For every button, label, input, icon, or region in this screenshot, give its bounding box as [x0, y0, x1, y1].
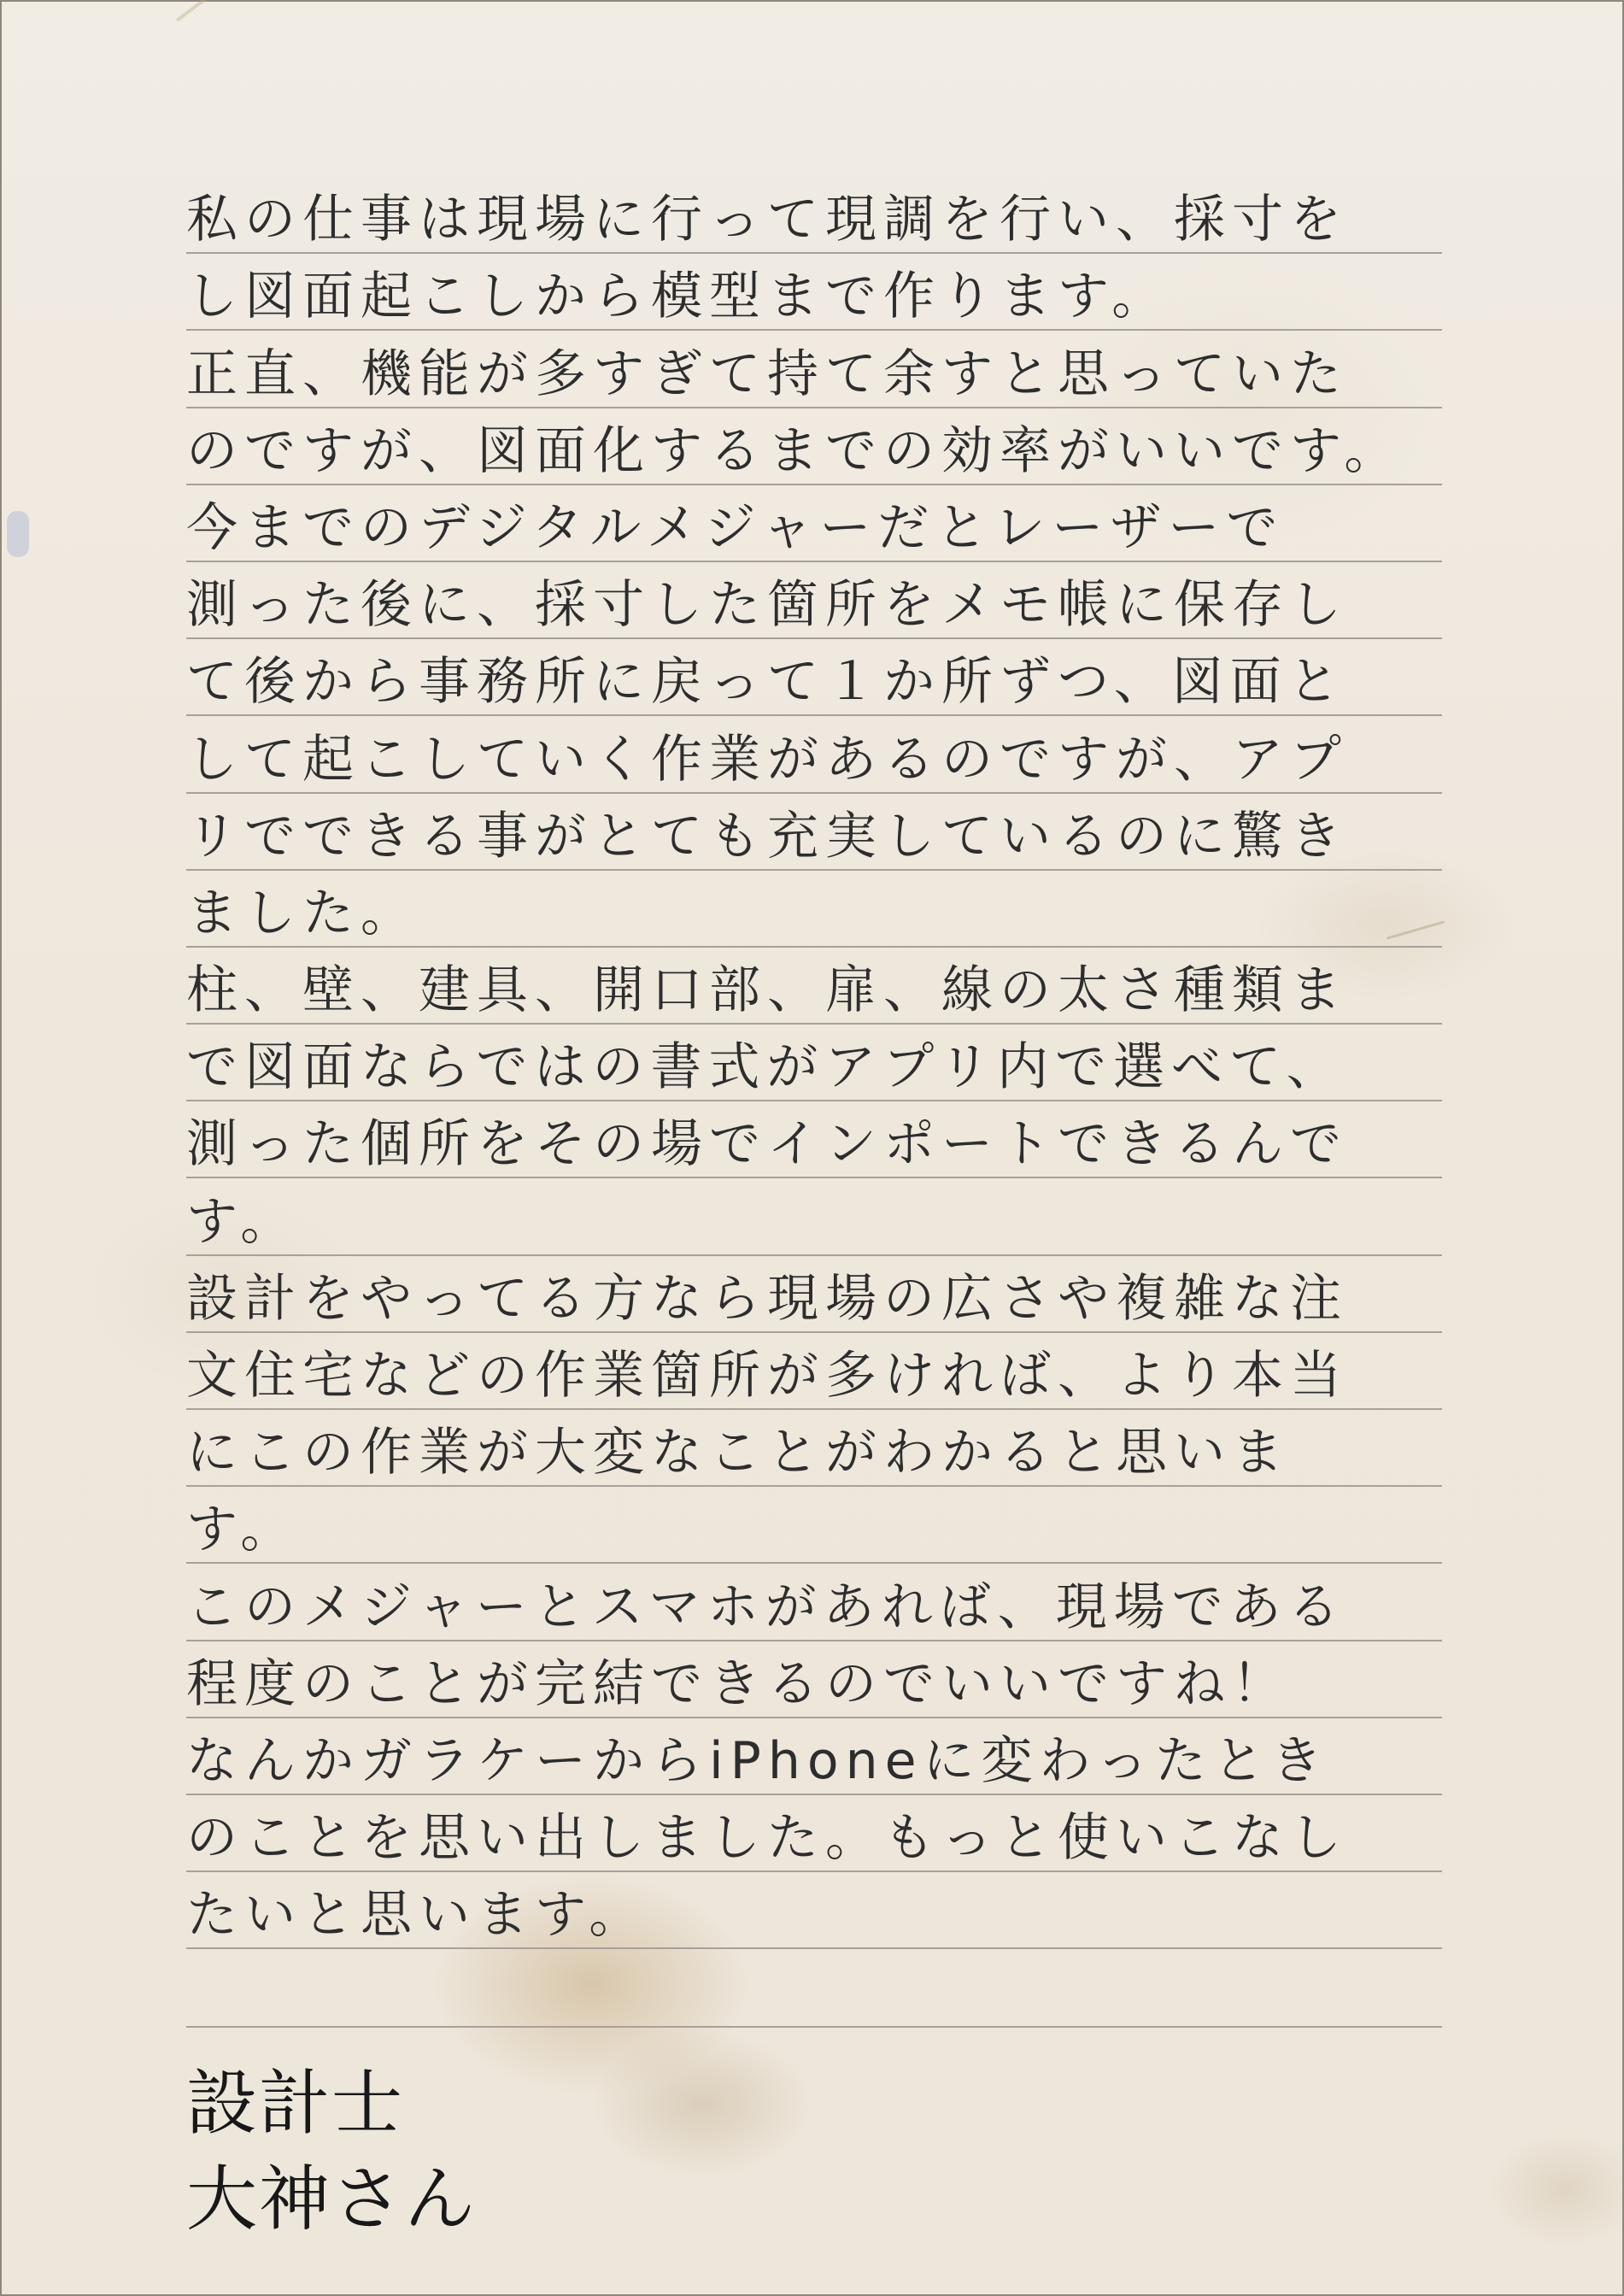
letter-line: [186, 1256, 1442, 1333]
letter-line: [186, 1333, 1442, 1410]
letter-line: [186, 1718, 1442, 1795]
letter-line-text: 測った個所をその場でインポートできるんで: [186, 1114, 1348, 1175]
letter-line: [186, 639, 1442, 716]
handwritten-letter: [186, 177, 1442, 1949]
letter-line: [186, 177, 1442, 254]
letter-line-text: で図面ならではの書式がアプリ内で選べて、: [186, 1037, 1345, 1098]
letter-line: [186, 331, 1442, 408]
letter-line: [186, 871, 1442, 948]
letter-line-text: す。: [186, 1500, 299, 1560]
signature-name: 大神さん: [186, 2158, 477, 2240]
letter-line-text: 今までのデジタルメジャーだとレーザーで: [186, 497, 1285, 558]
letter-line-text: す。: [186, 1191, 299, 1252]
letter-line: [186, 948, 1442, 1025]
letter-line: [186, 254, 1442, 331]
letter-line-text: のことを思い出しました。もっと使いこなし: [186, 1808, 1348, 1869]
signature-role: 設計士: [186, 2062, 404, 2145]
letter-line-text: 柱、壁、建具、開口部、扉、線の太さ種類ま: [186, 960, 1348, 1021]
letter-line-text: たいと思います。: [186, 1885, 648, 1946]
letter-line: [186, 1101, 1442, 1178]
signature-divider: [186, 2026, 1442, 2028]
letter-line-text: 私の仕事は現場に行って現調を行い、採寸を: [186, 190, 1348, 250]
letter-line-text: て後から事務所に戻って１か所ずつ、図面と: [186, 652, 1346, 713]
letter-line: [186, 1872, 1442, 1949]
letter-line-text: 設計をやってる方なら現場の広さや複雑な注: [186, 1268, 1348, 1329]
letter-line-text: 正直、機能が多すぎて持て余すと思っていた: [186, 344, 1348, 404]
letter-line: [186, 1795, 1442, 1872]
letter-line-text: リでできる事がとても充実しているのに驚き: [186, 806, 1348, 866]
letter-line-text: のですが、図面化するまでの効率がいいです。: [186, 420, 1403, 481]
edge-mark: [7, 511, 29, 557]
letter-line: [186, 408, 1442, 485]
letter-line-text: 測った後に、採寸した箇所をメモ帳に保存し: [186, 575, 1348, 636]
letter-line: [186, 1178, 1442, 1255]
letter-line-text: にこの作業が大変なことがわかると思いま: [186, 1423, 1290, 1483]
letter-line: [186, 1487, 1442, 1564]
letter-line: [186, 485, 1442, 562]
paper-stain: [176, 0, 232, 22]
letter-line: [186, 1641, 1442, 1718]
letter-line: [186, 794, 1442, 871]
letter-line: [186, 716, 1442, 793]
letter-line: [186, 1564, 1442, 1641]
letter-line-text: ました。: [186, 883, 419, 943]
letter-line-text: 文住宅などの作業箇所が多ければ、より本当: [186, 1346, 1348, 1406]
letter-line-text: し図面起こしから模型まで作ります。: [186, 267, 1170, 327]
letter-line-text: 程度のことが完結できるのでいいですね！: [186, 1653, 1290, 1714]
letter-line: [186, 1025, 1442, 1101]
letter-line-text: なんかガラケーからiPhoneに変わったとき: [186, 1730, 1329, 1791]
letter-line: [186, 562, 1442, 639]
letter-line-text: して起こしていく作業があるのですが、アプ: [186, 729, 1348, 790]
letter-line: [186, 1410, 1442, 1487]
letter-line-text: このメジャーとスマホがあれば、現場である: [186, 1577, 1346, 1637]
